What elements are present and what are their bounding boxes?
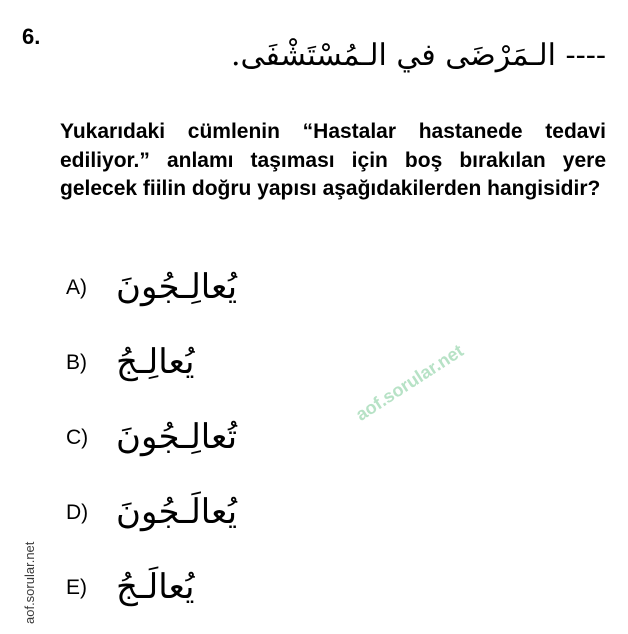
option-letter: B) xyxy=(66,350,87,374)
side-watermark: aof.sorular.net xyxy=(22,541,37,624)
option-letter: D) xyxy=(66,500,89,524)
option-d[interactable] xyxy=(66,475,326,550)
option-letter: C) xyxy=(66,425,89,449)
option-letter: A) xyxy=(66,275,87,299)
answer-options xyxy=(66,250,326,625)
option-arabic-text: يُعالَـجُ xyxy=(116,567,195,607)
diagonal-watermark: aof.sorular.net xyxy=(352,340,467,425)
option-arabic-text: تُعالِـجُونَ xyxy=(116,417,238,457)
question-number: 6. xyxy=(22,24,41,49)
option-e[interactable] xyxy=(66,550,326,625)
option-b[interactable] xyxy=(66,325,326,400)
option-arabic-text: يُعالِـجُونَ xyxy=(116,267,238,307)
option-c[interactable] xyxy=(66,400,326,475)
option-arabic-text: يُعالِـجُ xyxy=(116,342,195,382)
option-a[interactable] xyxy=(66,250,326,325)
arabic-sentence: ---- الـمَرْضَى في الـمُسْتَشْفَى. xyxy=(230,38,606,73)
option-arabic-text: يُعالَـجُونَ xyxy=(116,492,238,532)
question-text: Yukarıdaki cümlenin “Hastalar hastanede tedavi ediliyor.” anlamı taşıması için boş bırakılan yere gelecek fiilin doğru yapısı aşağıdakilerden hangisidir? xyxy=(60,120,606,200)
option-letter: E) xyxy=(66,575,87,599)
